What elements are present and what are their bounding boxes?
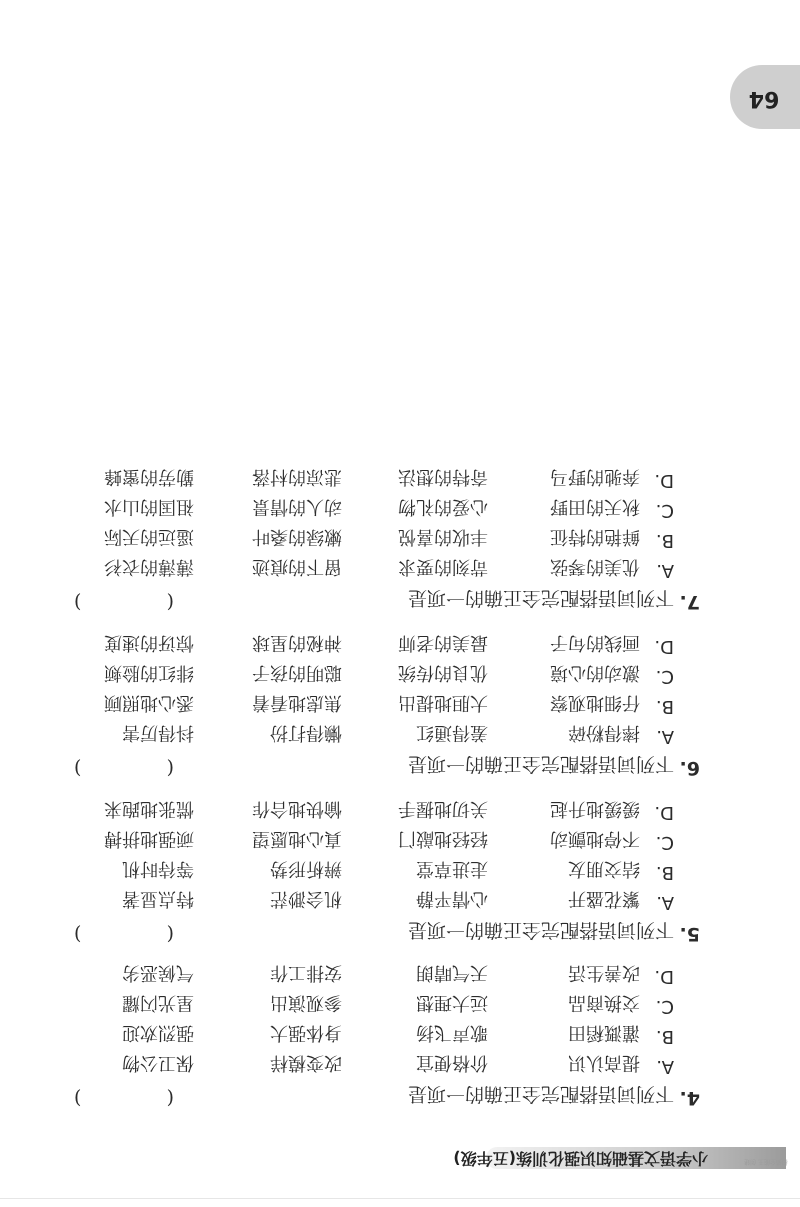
option-item: 星光闪耀 xyxy=(122,992,194,1013)
option-label: C. xyxy=(655,500,674,521)
option-item: 不停地颤动 xyxy=(550,828,640,849)
option-item: 缓缓地升起 xyxy=(550,798,640,819)
option-item: 苛刻的要求 xyxy=(398,556,488,577)
option-item: 画线的句子 xyxy=(550,632,640,653)
option-label: B. xyxy=(655,696,674,717)
option-item: 最美的老师 xyxy=(398,632,488,653)
option-label: A. xyxy=(656,560,674,581)
scan-watermark: 扫描全能王 创建 xyxy=(744,1158,788,1165)
option-row xyxy=(0,691,800,717)
option-item: 鲜艳的特征 xyxy=(550,526,640,547)
question-text: 下列词语搭配完全正确的一项是 xyxy=(407,919,674,941)
option-row xyxy=(0,1051,800,1077)
option-item: 绯红的脸颊 xyxy=(104,662,194,683)
option-item: 真心地愿望 xyxy=(252,828,342,849)
option-label: C. xyxy=(655,666,674,687)
option-item: 大胆地提出 xyxy=(398,692,488,713)
option-item: 走进草堂 xyxy=(416,858,488,879)
option-item: 悉心地照顾 xyxy=(104,692,194,713)
answer-bracket[interactable]: ( ) xyxy=(74,923,174,945)
question-number: 7. xyxy=(679,591,700,613)
option-item: 愉快地合作 xyxy=(252,798,342,819)
option-row xyxy=(0,721,800,747)
question-number: 4. xyxy=(679,1087,700,1109)
option-label: C. xyxy=(655,832,674,853)
option-item: 动人的情景 xyxy=(252,496,342,517)
option-label: D. xyxy=(654,636,674,657)
option-item: 改变模样 xyxy=(270,1052,342,1073)
question-4-stem xyxy=(0,1081,800,1109)
option-item: 参观演出 xyxy=(270,992,342,1013)
option-label: A. xyxy=(656,892,674,913)
option-row xyxy=(0,661,800,687)
option-item: 优良的传统 xyxy=(398,662,488,683)
option-item: 等待时机 xyxy=(122,858,194,879)
option-row xyxy=(0,1021,800,1047)
option-item: 提高认识 xyxy=(568,1052,640,1073)
option-item: 歌声飞扬 xyxy=(416,1022,488,1043)
option-label: B. xyxy=(655,1026,674,1047)
option-item: 聪明的孩子 xyxy=(252,662,342,683)
option-item: 祖国的山水 xyxy=(104,496,194,517)
question-5-stem xyxy=(0,917,800,945)
option-item: 安排工作 xyxy=(270,962,342,983)
option-item: 丰收的喜悦 xyxy=(398,526,488,547)
option-item: 心情平静 xyxy=(416,888,488,909)
option-item: 远大理想 xyxy=(416,992,488,1013)
option-row xyxy=(0,887,800,913)
option-item: 交换商品 xyxy=(568,992,640,1013)
option-item: 强烈欢迎 xyxy=(122,1022,194,1043)
option-item: 顽强地拼搏 xyxy=(104,828,194,849)
option-item: 嫩绿的桑叶 xyxy=(252,526,342,547)
option-item: 仔细地观察 xyxy=(550,692,640,713)
option-row xyxy=(0,797,800,823)
option-item: 羞得通红 xyxy=(416,722,488,743)
option-item: 薄薄的衣衫 xyxy=(104,556,194,577)
option-label: A. xyxy=(656,726,674,747)
option-item: 奇特的想法 xyxy=(398,466,488,487)
question-text: 下列词语搭配完全正确的一项是 xyxy=(407,753,674,775)
question-text: 下列词语搭配完全正确的一项是 xyxy=(407,587,674,609)
question-number: 5. xyxy=(679,923,700,945)
option-row xyxy=(0,827,800,853)
option-item: 激动的心境 xyxy=(550,662,640,683)
page-header xyxy=(0,1137,800,1177)
option-label: D. xyxy=(654,966,674,987)
option-item: 机会渺茫 xyxy=(270,888,342,909)
option-item: 价格便宜 xyxy=(416,1052,488,1073)
option-row xyxy=(0,991,800,1017)
option-item: 遥远的天际 xyxy=(104,526,194,547)
book-title: 小学语文基础知识强化训练(五年级) xyxy=(453,1149,708,1168)
option-item: 悲凉的村落 xyxy=(252,466,342,487)
question-text: 下列词语搭配完全正确的一项是 xyxy=(407,1083,674,1105)
option-item: 改善生活 xyxy=(568,962,640,983)
option-item: 懒得打扮 xyxy=(270,722,342,743)
option-item: 天气晴朗 xyxy=(416,962,488,983)
option-item: 焦虑地看着 xyxy=(252,692,342,713)
option-item: 惊讶的速度 xyxy=(104,632,194,653)
answer-bracket[interactable]: ( ) xyxy=(74,591,174,613)
question-6-stem xyxy=(0,751,800,779)
option-item: 勤劳的蜜蜂 xyxy=(104,466,194,487)
option-label: B. xyxy=(655,530,674,551)
option-item: 特点显著 xyxy=(122,888,194,909)
option-row xyxy=(0,525,800,551)
option-row xyxy=(0,631,800,657)
answer-bracket[interactable]: ( ) xyxy=(74,757,174,779)
option-item: 辨析形势 xyxy=(270,858,342,879)
option-item: 结交朋友 xyxy=(568,858,640,879)
option-label: C. xyxy=(655,996,674,1017)
option-item: 慌张地跑来 xyxy=(104,798,194,819)
option-row xyxy=(0,555,800,581)
option-row xyxy=(0,961,800,987)
option-row xyxy=(0,857,800,883)
option-label: A. xyxy=(656,1056,674,1077)
option-item: 身体强大 xyxy=(270,1022,342,1043)
option-item: 保卫公物 xyxy=(122,1052,194,1073)
option-item: 奔驰的野马 xyxy=(550,466,640,487)
option-item: 轻轻地敲门 xyxy=(398,828,488,849)
option-item: 抖得厉害 xyxy=(122,722,194,743)
option-item: 灌溉稻田 xyxy=(568,1022,640,1043)
option-label: D. xyxy=(654,802,674,823)
option-item: 气候恶劣 xyxy=(122,962,194,983)
question-number: 6. xyxy=(679,757,700,779)
option-item: 优美的琴弦 xyxy=(550,556,640,577)
page-number: 64 xyxy=(748,86,780,111)
answer-bracket[interactable]: ( ) xyxy=(74,1087,174,1109)
option-label: B. xyxy=(655,862,674,883)
option-row xyxy=(0,495,800,521)
option-row xyxy=(0,465,800,491)
option-item: 繁花盛开 xyxy=(568,888,640,909)
option-item: 神秘的星球 xyxy=(252,632,342,653)
page-edge-line xyxy=(0,1198,800,1199)
option-item: 关切地握手 xyxy=(398,798,488,819)
option-item: 心爱的礼物 xyxy=(398,496,488,517)
option-label: D. xyxy=(654,470,674,491)
option-item: 留下的痕迹 xyxy=(252,556,342,577)
option-item: 秋天的田野 xyxy=(550,496,640,517)
option-item: 摔得粉碎 xyxy=(568,722,640,743)
question-7-stem xyxy=(0,585,800,613)
